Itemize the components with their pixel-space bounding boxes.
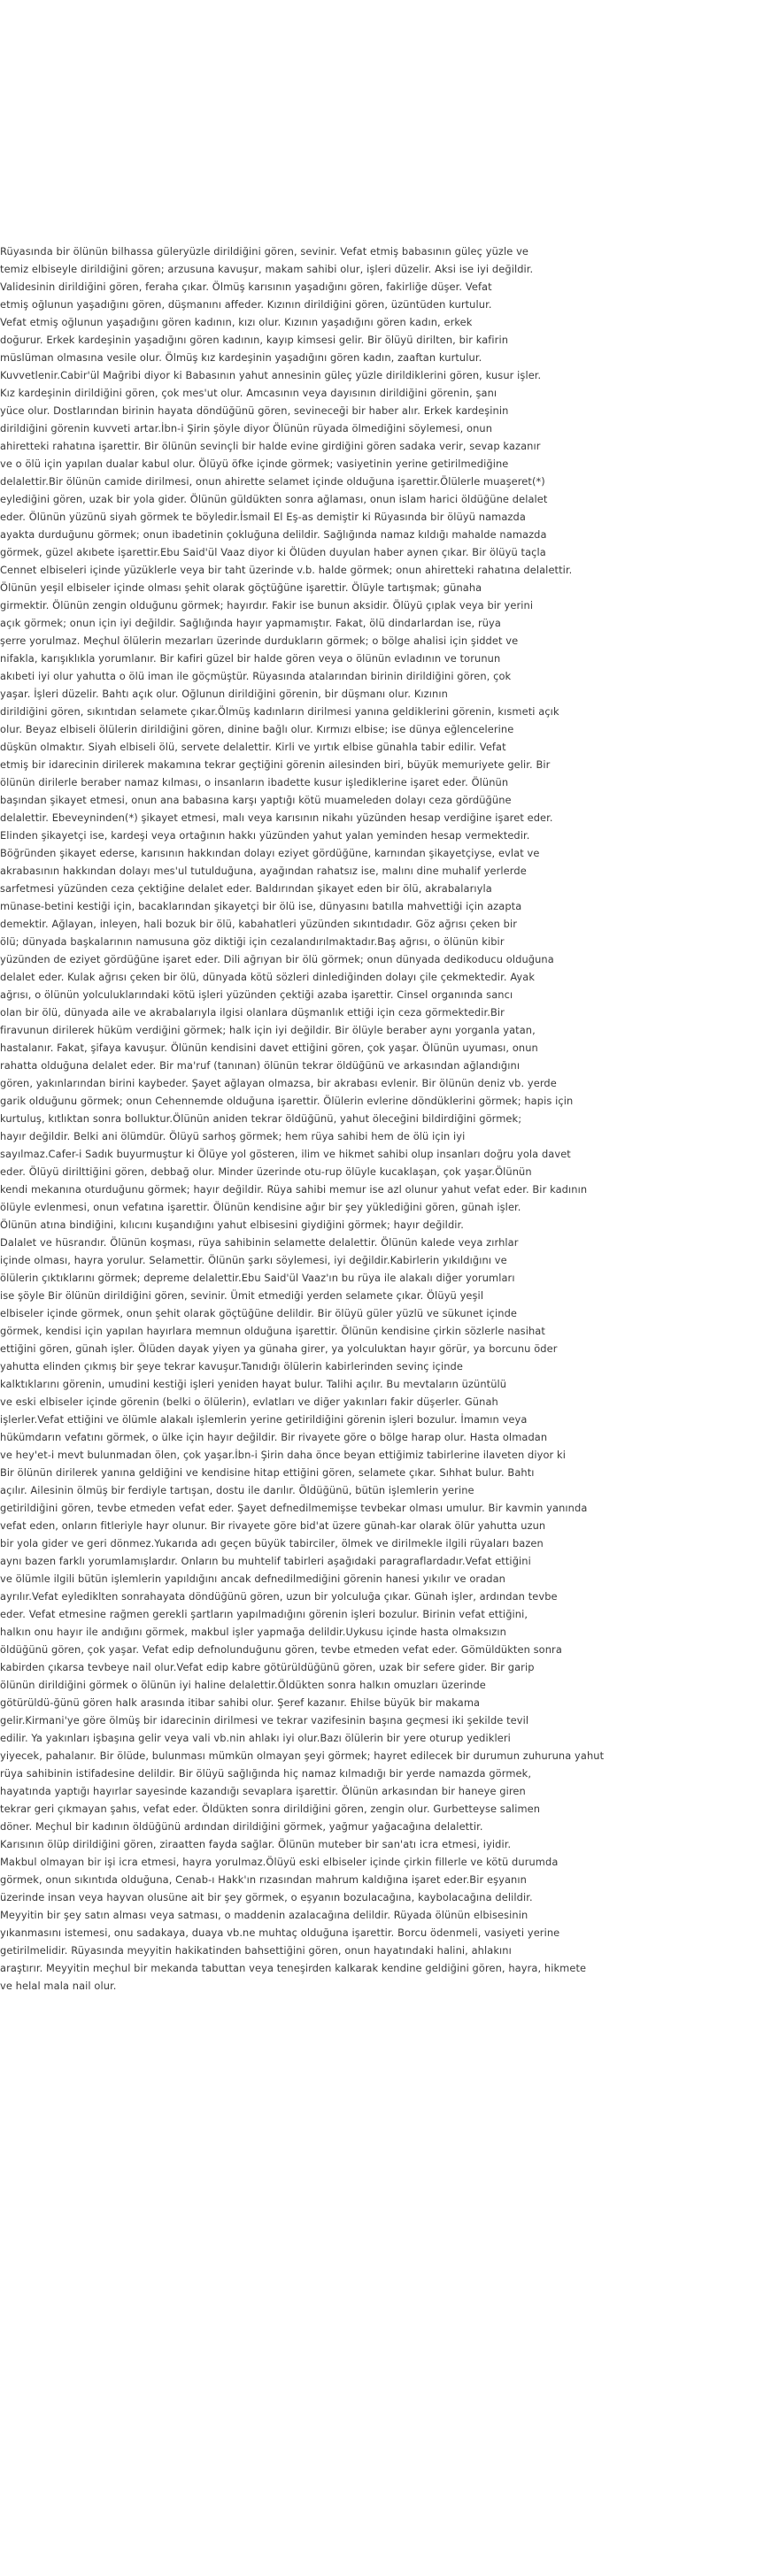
article-line: kabirden çıkarsa tevbeye nail olur.Vefat edip kabre götürüldüğünü gören, uzak bir sefere gider. Bir garip [0, 1661, 535, 1673]
article-line: delalettir. Ebeveyninden(*) şikayet etmesi, malı veya karısının nikahı yüzünden hesap verdiğine işaret eder. [0, 811, 553, 824]
article-line: ayakta durduğunu görmek; onun ibadetinin çokluğuna delildir. Sağlığında namaz kıldığı mahalde namazda [0, 528, 547, 541]
article-line: Ölünün atına bindiğini, kılıcını kuşandığını yahut elbisesini giydiğini görmek; hayır değildir. [0, 1219, 464, 1231]
article-line: Kuvvetlenir.Cabir'ül Mağribi diyor ki Babasının yahut annesinin güleç yüzle dirildiklerini gören, kusur işler. [0, 369, 542, 381]
article-line: olan bir ölü, dünyada aile ve akrabalarıyla ilgisi olanlara düşmanlık ettiği için ceza görmektedir.Bir [0, 1006, 505, 1019]
article-line: vefat eden, onların fitleriyle hayr olunur. Bir rivayete göre bid'at üzere günah-kar olarak ölür yahutta uzun [0, 1519, 546, 1532]
article-line: akıbeti iyi olur yahutta o ölü iman ile göçmüştür. Rüyasında atalarından birinin dirildiğini gören, çok [0, 670, 512, 682]
article-line: öldüğünü gören, çok yaşar. Vefat edip defnolunduğunu gören, tevbe etmeden vefat eder. Gömüldükten sonra [0, 1643, 562, 1656]
article-line: Rüyasında bir ölünün bilhassa güleryüzle dirildiğini gören, sevinir. Vefat etmiş babasının güleç yüzle ve [0, 245, 529, 258]
article-line: ağrısı, o ölünün yolculuklarındaki kötü işleri yüzünden çektiği azaba işarettir. Cinsel organında sancı [0, 988, 513, 1001]
article-line: temiz elbiseyle dirildiğini gören; arzusuna kavuşur, makam sahibi olur, işleri düzelir. Aksi ise iyi değildir. [0, 263, 534, 275]
article-line: kendi mekanına oturduğunu görmek; hayır değildir. Rüya sahibi memur ise azl olunur yahut vefat eder. Bir kadının [0, 1183, 588, 1196]
article-line: rahatta olduğuna delalet eder. Bir ma'ruf (tanınan) ölünün tekrar öldüğünü ve arkasından ağlandığını [0, 1059, 521, 1072]
article-line: Makbul olmayan bir işi icra etmesi, hayra yorulmaz.Ölüyü eski elbiseler içinde çirkin fillerle ve kötü durumda [0, 1856, 559, 1868]
article-line: Ölünün yeşil elbiseler içinde olması şehit olarak göçtüğüne işarettir. Ölüyle tartışmak; günaha [0, 581, 482, 594]
article-line: Bir ölünün dirilerek yanına geldiğini ve kendisine hitap ettiğini gören, selamete çıkar. Sıhhat bulur. Bahtı [0, 1466, 535, 1479]
article-line: sarfetmesi yüzünden ceza çektiğine delalet eder. Baldırından şikayet eden bir ölü, akrabalarıyla [0, 882, 492, 895]
article-line: yaşar. İşleri düzelir. Bahtı açık olur. Oğlunun dirildiğini görenin, bir düşmanı olur. Kızının [0, 688, 448, 700]
article-line: ahiretteki rahatına işarettir. Bir ölünün sevinçli bir halde evine girdiğini gören sadaka verir, sevap kazanır [0, 440, 541, 452]
article-line: ve ölümle ilgili bütün işlemlerin yapıldığını ancak defnedilmediğini görenin hanesi yıkılır ve oradan [0, 1573, 505, 1585]
article-line: ve helal mala nail olur. [0, 1980, 117, 1992]
article-line: eylediğini gören, uzak bir yola gider. Ölünün güldükten sonra ağlaması, onun islam harici öldüğüne delalet [0, 493, 548, 505]
article-line: nifakla, karışıklıkla yorumlanır. Bir kafiri güzel bir halde gören veya o ölünün evladının ve torunun [0, 652, 501, 665]
article-line: etmiş bir idarecinin dirilerek makamına tekrar geçtiğini görenin ailesinden biri, büyük memuriyete gelir. Bir [0, 758, 551, 771]
article-line: ölünün dirildiğini görmek o ölünün iyi haline delalettir.Öldükten sonra halkın omuzları üzerinde [0, 1679, 486, 1691]
article-line: ve eski elbiseler içinde görenin (belki o ölülerin), evlatları ve diğer yakınları fakir düşerler. Günah [0, 1396, 498, 1408]
article-line: hükümdarın vefatını görmek, o ülke için hayır değildir. Bir rivayete göre o bölge harap olur. Hasta olmadan [0, 1431, 548, 1443]
article-line: hayatında yaptığı hayırlar sayesinde kazandığı sevaplara işarettir. Ölünün arkasından bir haneye giren [0, 1785, 526, 1797]
article-line: ölülerin çıktıklarını görmek; depreme delalettir.Ebu Said'ül Vaaz'ın bu rüya ile alakalı diğer yorumları [0, 1272, 515, 1284]
article-line: delalettir.Bir ölünün camide dirilmesi, onun ahirette selamet içinde olduğuna işarettir.Ölülerle muaşeret(*) [0, 475, 545, 488]
article-line: bir yola gider ve geri dönmez.Yukarıda adı geçen büyük tabirciler, ölmek ve dirilmekle ilgili rüyaları bazen [0, 1537, 544, 1549]
article-line: ölü; dünyada başkalarının namusuna göz diktiği için cezalandırılmaktadır.Baş ağrısı, o ölünün kibir [0, 935, 505, 948]
article-line: ve o ölü için yapılan dualar kabul olur. Ölüyü öfke içinde görmek; vasiyetinin yerine getirilmediğine [0, 458, 509, 470]
article-line: Vefat etmiş oğlunun yaşadığını gören kadının, kızı olur. Kızının yaşadığını gören kadın, erkek [0, 316, 473, 328]
article-line: delalet eder. Kulak ağrısı çeken bir ölü, dünyada kötü sözleri dinlediğinden dolayı çile çekmektedir. Ayak [0, 971, 536, 983]
article-line: araştırır. Meyyitin meçhul bir mekanda tabuttan veya teneşirden kalkarak kendine geldiğini gören, hayra, hikmete [0, 1962, 587, 1974]
article-line: rüya sahibinin istifadesine delildir. Bir ölüyü sağlığında hiç namaz kılmadığı bir yerde namazda görmek, [0, 1767, 532, 1780]
article-line: edilir. Ya yakınları işbaşına gelir veya vali vb.nin ahlakı iyi olur.Bazı ölülerin bir yere oturup yedikleri [0, 1732, 511, 1744]
article-line: yiyecek, pahalanır. Bir ölüde, bulunması mümkün olmayan şeyi görmek; hayret edilecek bir durumun zuhuruna yahut [0, 1749, 605, 1762]
article-line: üzerinde insan veya hayvan olusüne ait bir şey görmek, o eşyanın bozulacağına, kaybolacağına delildir. [0, 1891, 533, 1903]
article-line: düşkün olmaktır. Siyah elbiseli ölü, servete delalettir. Kirli ve yırtık elbise günahla tabir edilir. Vefat [0, 741, 506, 753]
article-line: hastalanır. Fakat, şifaya kavuşur. Ölünün kendisini davet ettiğini gören, çok yaşar. Ölünün uyuması, onun [0, 1042, 538, 1054]
article-line: Elinden şikayetçi ise, kardeşi veya ortağının hakkı yüzünden yahut yalan yeminden hesap vermektedir. [0, 829, 530, 842]
article-line: Cennet elbiseleri içinde yüzüklerle veya bir taht üzerinde v.b. halde görmek; onun ahiretteki rahatına delalettir. [0, 564, 573, 576]
article-line: görmek, onun sıkıntıda olduğuna, Cenab-ı Hakk'ın rızasından mahrum kaldığına işaret eder.Bir eşyanın [0, 1873, 527, 1886]
article-line: ölünün dirilerle beraber namaz kılması, o insanların ibadette kusur işlediklerine işaret eder. Ölünün [0, 776, 509, 788]
article-line: garik olduğunu görmek; onun Cehennemde olduğuna işarettir. Ölülerin evlerine döndüklerini görmek; hapis için [0, 1095, 574, 1107]
article-line: yüzünden de eziyet gördüğüne işaret eder. Dili ağrıyan bir ölü görmek; onun dünyada dedikoducu olduğuna [0, 953, 554, 965]
article-line: Böğründen şikayet ederse, karısının hakkından dolayı eziyet gördüğüne, karnından şikayetçiyse, evlat ve [0, 847, 540, 859]
article-line: başından şikayet etmesi, onun ana babasına karşı yaptığı kötü muameleden dolayı ceza gördüğüne [0, 794, 512, 806]
article-line: işlerler.Vefat ettiğini ve ölümle alakalı işlemlerin yerine getirildiğini görenin işleri bozulur. İmamın veya [0, 1413, 528, 1426]
article-line: dirildiğini görenin kuvveti artar.İbn-i Şirin şöyle diyor Ölünün rüyada ölmediğini söylemesi, onun [0, 422, 493, 434]
article-line: kurtuluş, kıtlıktan sonra bolluktur.Ölünün aniden tekrar öldüğünü, yahut öleceğini bildirdiğini görmek; [0, 1112, 522, 1125]
article-line: döner. Meçhul bir kadının öldüğünü ardından dirildiğini görmek, yağmur yağacağına delalettir. [0, 1820, 483, 1833]
article-line: görmek, kendisi için yapılan hayırlara memnun olduğuna işarettir. Ölünün kendisine çirkin sözlerle nasihat [0, 1325, 545, 1337]
article-line: halkın onu hayır ile andığını görmek, makbul işler yapmağa delildir.Uykusu içinde hasta olmaksızın [0, 1626, 506, 1638]
article-line: olur. Beyaz elbiseli ölülerin dirildiğini gören, dinine bağlı olur. Kırmızı elbise; ise dünya eğlencelerine [0, 723, 514, 735]
article-line: Validesinin dirildiğini gören, ferahа çıkar. Ölmüş karısının yaşadığını gören, fakirliğe düşer. Vefat [0, 281, 492, 293]
article-line: kalktıklarını görenin, umudini kestiği işleri yeniden hayat bulur. Talihi açılır. Bu mevtaların üzüntülü [0, 1378, 507, 1390]
article-line: müslüman olmasına vesile olur. Ölmüş kız kardeşinin yaşadığını gören kadın, zaaftan kurtulur. [0, 351, 482, 364]
article-body [0, 242, 773, 1995]
article-line: görmek, güzel akıbete işarettir.Ebu Said'ül Vaaz diyor ki Ölüden duyulan haber aynen çıkar. Bir ölüyü taçla [0, 546, 546, 558]
article-line: ölüyle evlenmesi, onun vefatına işarettir. Ölünün kendisine ağır bir şey yüklediğini gören, günah işler. [0, 1201, 521, 1213]
article-line: akrabasının hakkından dolayı mes'ul tutulduğuna, ayağından rahatsız ise, malını dine muhalif yerlerde [0, 865, 527, 877]
article-line: girmektir. Ölünün zengin olduğunu görmek; hayırdır. Fakir ise bunun aksidir. Ölüyü çıplak veya bir yerini [0, 599, 534, 611]
article-line: aynı bazen farklı yorumlamışlardır. Onların bu muhtelif tabirleri aşağıdaki paragraflardadır.Vefat ettiğini [0, 1555, 531, 1567]
article-line: yüce olur. Dostlarından birinin hayata döndüğünü gören, sevineceği bir haber alır. Erkek kardeşinin [0, 404, 509, 417]
article-line: Dalalet ve hüsrandır. Ölünün koşması, rüya sahibinin selamette delalettir. Ölünün kalede veya zırhlar [0, 1236, 519, 1249]
article-line: gelir.Kirmani'ye göre ölmüş bir idarecinin dirilmesi ve tekrar vazifesinin başına geçmesi iki şekilde tevil [0, 1714, 529, 1726]
article-line: yıkanmasını istemesi, onu sadakaya, duaya vb.ne muhtaç olduğuna işarettir. Borcu ödenmeli, vasiyeti yerine [0, 1926, 560, 1939]
article-line: etmiş oğlunun yaşadığını gören, düşmanını affeder. Kızının dirildiğini gören, üzüntüden kurtulur. [0, 298, 492, 311]
article-line: ise şöyle Bir ölünün dirildiğini gören, sevinir. Ümit etmediği yerden selamete çıkar. Ölüyü yeşil [0, 1289, 484, 1302]
article-line: ve hey'et-i mevt bulunmadan ölen, çok yaşar.İbn-i Şirin daha önce beyan ettiğimiz tabirlerine ilaveten diyor ki [0, 1449, 566, 1461]
article-line: yahutta elinden çıkmış bir şeye tekrar kavuşur.Tanıdığı ölülerin kabirlerinden sevinç içinde [0, 1360, 463, 1373]
article-line: firavunun dirilerek hüküm verdiğini görmek; halk için iyi değildir. Bir ölüyle beraber aynı yorganla yatan, [0, 1024, 536, 1036]
article-line: eder. Ölünün yüzünü siyah görmek te böyledir.İsmail El Eş-as demiştir ki Rüyasında bir ölüyü namazda [0, 511, 526, 523]
article-line: götürüldü-ğünü gören halk arasında itibar sahibi olur. Şeref kazanır. Ehilse büyük bir makama [0, 1696, 481, 1709]
article-line: şerre yorulmaz. Meçhul ölülerin mezarları üzerinde durdukların görmek; o bölge ahalisi için şiddet ve [0, 634, 519, 647]
article-line: tekrar geri çıkmayan şahıs, vefat eder. Öldükten sonra dirildiğini gören, zengin olur. Gurbetteyse salimen [0, 1803, 541, 1815]
article-line: getirilmelidir. Rüyasında meyyitin hakikatinden bahsettiğini gören, onun hayatındaki halini, ahlakını [0, 1944, 512, 1957]
article-line: elbiseler içinde görmek, onun şehit olarak göçtüğüne delildir. Bir ölüyü güler yüzlü ve sükunet içinde [0, 1307, 518, 1319]
article-line: eder. Vefat etmesine rağmen gerekli şartların yapılmadığını görenin işleri bozulur. Birinin vefat ettiğini, [0, 1608, 528, 1620]
article-line: açılır. Ailesinin ölmüş bir ferdiyle tartışan, dostu ile darılır. Öldüğünü, bütün işlemlerin yerine [0, 1484, 474, 1496]
article-line: eder. Ölüyü dirilttiğini gören, debbağ olur. Minder üzerinde otu-rup ölüyle kucaklaşan, çok yaşar.Ölünün [0, 1165, 532, 1178]
article-line: Meyyitin bir şey satın alması veya satması, o maddenin azalacağına delildir. Rüyada ölünün elbisesinin [0, 1909, 528, 1921]
article-line: münase-betini kestiği için, bacaklarından şikayetçi bir ölü ise, dünyasını batılla mahvettiği için azapta [0, 900, 522, 912]
article-line: içinde olması, hayra yorulur. Selamettir. Ölünün şarkı söylemesi, iyi değildir.Kabirlerin yıkıldığını ve [0, 1254, 507, 1266]
article-line: dirildiğini gören, sıkıntıdan selamete çıkar.Ölmüş kadınların dirilmesi yanına geldiklerini görenin, kısmeti açık [0, 705, 559, 718]
article-line: gören, yakınlarından birini kaybeder. Şayet ağlayan olmazsa, bir akrabası evlenir. Bir ölünün deniz vb. yerde [0, 1077, 557, 1089]
article-line: doğurur. Erkek kardeşinin yaşadığını gören kadının, kayıp kimsesi gelir. Bir ölüyü dirilten, bir kafirin [0, 334, 509, 346]
article-line: açık görmek; onun için iyi değildir. Sağlığında hayır yapmamıştır. Fakat, ölü dindarlardan ise, rüya [0, 617, 501, 629]
article-line: sayılmaz.Cafer-i Sadık buyurmuştur ki Ölüye yol gösteren, ilim ve hikmet sahibi olup insanları doğru yola davet [0, 1148, 571, 1160]
article-line: Karısının ölüp dirildiğini gören, ziraatten fayda sağlar. Ölünün muteber bir san'atı icra etmesi, iyidir. [0, 1838, 512, 1850]
article-line: ayrılır.Vefat eylediklten sonrahayata döndüğünü gören, uzun bir yolculuğa çıkar. Günah işler, ardından tevbe [0, 1590, 558, 1603]
article-line: getirildiğini gören, tevbe etmeden vefat eder. Şayet defnedilmemişse tevbekar olması umulur. Bir kavmin yanında [0, 1502, 588, 1514]
article-line: demektir. Ağlayan, inleyen, hali bozuk bir ölü, kabahatleri yüzünden sıkıntıdadır. Göz ağrısı çeken bir [0, 918, 518, 930]
article-line: ettiğini gören, günah işler. Ölüden dayak yiyen ya günaha girer, ya yolculuktan hayır görür, ya borcunu öder [0, 1342, 558, 1355]
article-line: Kız kardeşinin dirildiğini gören, çok mes'ut olur. Amcasının veya dayısının dirildiğini görenin, şanı [0, 387, 497, 399]
article-line: hayır değildir. Belki ani ölümdür. Ölüyü sarhoş görmek; hem rüya sahibi hem de ölü için iyi [0, 1130, 466, 1142]
